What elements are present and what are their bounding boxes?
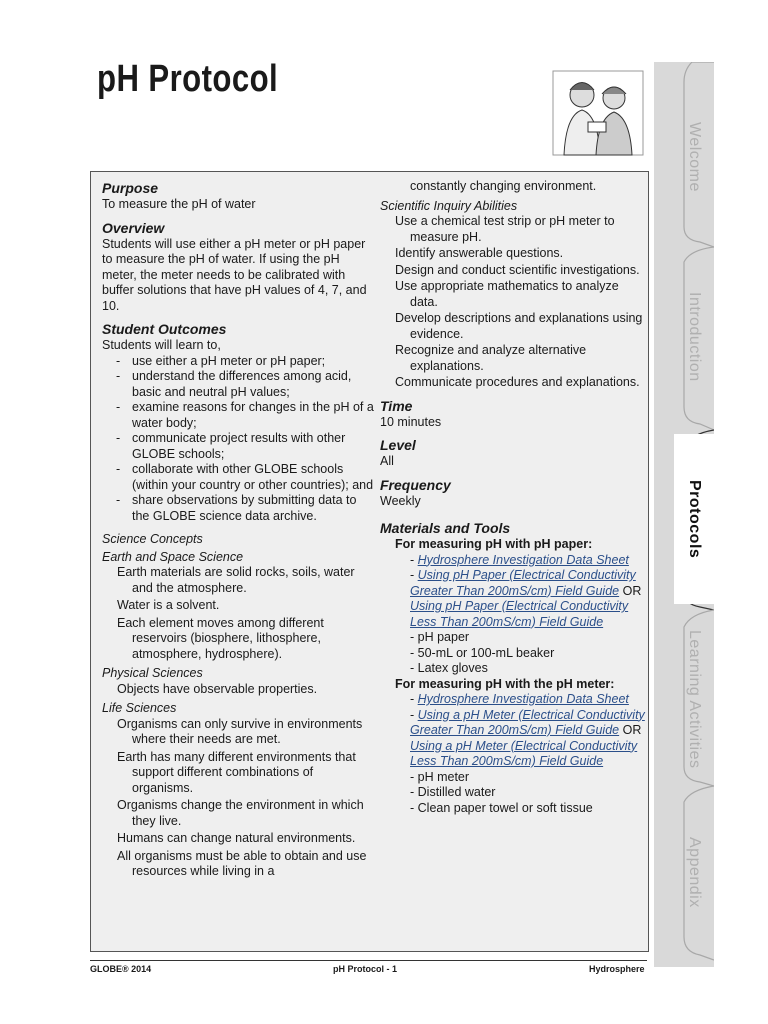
list-item: - share observations by submitting data to the GLOBE science data archive. — [102, 493, 374, 524]
overview-text: Students will use either a pH meter or pH paper to measure the pH of water. If using the pH meter, the meter needs to be calibrated with buffer solutions that have pH values of 4, 7, and 10. — [102, 236, 367, 313]
right-column — [380, 179, 646, 816]
list-item-text: pH paper — [417, 630, 470, 644]
list-item: - Latex gloves — [410, 661, 488, 675]
list-item: Use a chemical test strip or pH meter to measure pH. — [395, 214, 615, 244]
inquiry-heading: Scientific Inquiry Abilities — [380, 198, 518, 213]
tab-label: Protocols — [686, 479, 703, 559]
section-tabs — [654, 62, 714, 967]
list-item-text: Latex gloves — [417, 661, 488, 675]
list-item: Earth materials are solid rocks, soils, water and the atmosphere. — [117, 565, 355, 595]
list-item: Design and conduct scientific investigations. — [395, 262, 640, 277]
tab-welcome[interactable] — [674, 72, 714, 242]
page-title: pH Protocol — [97, 58, 279, 100]
list-item: - Hydrosphere Investigation Data Sheet — [410, 692, 629, 706]
left-column — [102, 179, 374, 882]
tab-label: Introduction — [686, 292, 703, 382]
list-item: - examine reasons for changes in the pH of a water body; — [102, 400, 374, 431]
footer-copyright: GLOBE® 2014 — [90, 964, 152, 974]
outcomes-heading: Student Outcomes — [102, 321, 227, 337]
or-text: OR — [622, 583, 642, 598]
outcomes-intro: Students will learn to, — [102, 338, 221, 352]
list-item-text: pH meter — [417, 769, 470, 784]
list-item: Recognize and analyze alternative explanations. — [395, 343, 587, 373]
outcomes-list — [102, 354, 374, 525]
time-value: 10 minutes — [380, 414, 442, 429]
or-text: OR — [622, 723, 642, 737]
tab-label: Learning Activities — [686, 629, 703, 769]
list-item: Objects have observable properties. — [117, 681, 318, 696]
meter-heading: For measuring pH with the pH meter: — [395, 676, 615, 691]
paper-data-sheet-link[interactable]: Hydrosphere Investigation Data Sheet — [417, 552, 629, 567]
meter-guide-greater-link[interactable]: Using a pH Meter (Electrical Conductivity Greater Than 200mS/cm) Field Guide — [410, 707, 645, 737]
list-item: Use appropriate mathematics to analyze data. — [395, 279, 619, 309]
list-item: - understand the differences among acid, basic and neutral pH values; — [102, 369, 374, 400]
list-item: Humans can change natural environments. — [117, 831, 356, 845]
materials-heading: Materials and Tools — [380, 520, 511, 536]
concepts-heading: Science Concepts — [102, 532, 203, 546]
tab-appendix[interactable] — [674, 790, 714, 955]
list-item-text: 50-mL or 100-mL beaker — [417, 645, 555, 660]
list-item: - pH meter — [410, 769, 470, 784]
list-item: Water is a solvent. — [117, 598, 220, 612]
paper-guide-less-link[interactable]: Using pH Paper (Electrical Conductivity Less Than 200mS/cm) Field Guide — [410, 599, 629, 629]
footer-page-number: pH Protocol - 1 — [333, 964, 398, 974]
list-item: - communicate project results with other GLOBE schools; — [102, 431, 374, 462]
life-heading: Life Sciences — [102, 701, 177, 715]
list-item: - use either a pH meter or pH paper; — [102, 354, 374, 370]
list-item: - Hydrosphere Investigation Data Sheet — [410, 552, 629, 567]
paper-guide-greater-link[interactable]: Using pH Paper (Electrical Conductivity Greater Than 200mS/cm) Field Guide — [410, 568, 636, 598]
continued-text: constantly changing environment. — [410, 179, 597, 193]
list-item: Each element moves among different reservoirs (biosphere, lithosphere, atmosphere, hydrosphere). — [117, 615, 324, 661]
list-item: - Using a pH Meter (Electrical Conductivity Greater Than 200mS/cm) Field Guide OR Using a pH Meter (Electrical Conductivity Less Than 200mS/cm) Field Guide — [410, 707, 645, 768]
list-item: Communicate procedures and explanations. — [395, 375, 640, 389]
overview-heading: Overview — [102, 219, 165, 236]
list-item-text: Distilled water — [417, 785, 496, 799]
paper-heading: For measuring pH with pH paper: — [395, 537, 593, 551]
list-item: - Using pH Paper (Electrical Conductivity Greater Than 200mS/cm) Field Guide OR Using pH Paper (Electrical Conductivity Less Than 200mS/cm) Field Guide — [410, 568, 642, 629]
tab-introduction[interactable] — [674, 252, 714, 422]
tab-label: Welcome — [686, 122, 703, 192]
list-item: - Clean paper towel or soft tissue — [410, 800, 593, 815]
footer-section: Hydrosphere — [589, 964, 645, 974]
list-item: - 50-mL or 100-mL beaker — [410, 645, 555, 660]
time-heading: Time — [380, 397, 413, 414]
tab-learning-activities[interactable] — [674, 614, 714, 784]
list-item-text: Clean paper towel or soft tissue — [417, 800, 593, 815]
tab-label: Appendix — [686, 837, 703, 908]
list-item: All organisms must be able to obtain and use resources while living in a — [117, 848, 367, 878]
list-item: Organisms can only survive in environments where their needs are met. — [117, 716, 363, 746]
meter-data-sheet-link[interactable]: Hydrosphere Investigation Data Sheet — [417, 692, 629, 706]
list-item: - pH paper — [410, 630, 470, 644]
earth-heading: Earth and Space Science — [102, 549, 244, 564]
purpose-heading: Purpose — [102, 180, 159, 196]
tab-protocols[interactable] — [674, 434, 714, 604]
meter-guide-less-link[interactable]: Using a pH Meter (Electrical Conductivity Less Than 200mS/cm) Field Guide — [410, 738, 638, 768]
footer-divider — [90, 960, 647, 961]
list-item: - Distilled water — [410, 785, 496, 799]
level-value: All — [380, 454, 394, 468]
list-item: Develop descriptions and explanations using evidence. — [395, 311, 643, 341]
students-illustration — [552, 70, 644, 156]
list-item: Organisms change the environment in which they live. — [117, 798, 364, 828]
frequency-heading: Frequency — [380, 476, 451, 493]
frequency-value: Weekly — [380, 493, 421, 508]
purpose-text: To measure the pH of water — [102, 197, 256, 211]
physical-heading: Physical Sciences — [102, 666, 203, 680]
list-item: - collaborate with other GLOBE schools (within your country or other countries); and — [102, 462, 374, 493]
list-item: Earth has many different environments that support different combinations of organisms. — [117, 749, 356, 795]
list-item: Identify answerable questions. — [395, 246, 564, 260]
level-heading: Level — [380, 437, 416, 453]
